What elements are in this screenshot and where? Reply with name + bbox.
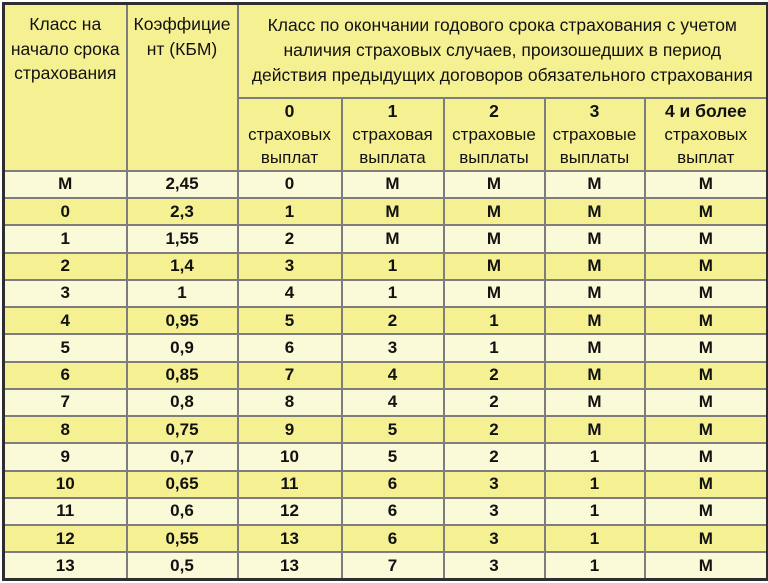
table-row — [4, 389, 768, 416]
cell-payouts-2: 3 — [444, 498, 545, 525]
cell-payouts-4plus: М — [645, 171, 768, 198]
header-coefficient: Коэффициент (КБМ) — [127, 4, 238, 171]
cell-payouts-4plus: М — [645, 334, 768, 361]
cell-payouts-1: М — [342, 198, 444, 225]
cell-payouts-0: 8 — [238, 389, 342, 416]
cell-payouts-0: 2 — [238, 225, 342, 252]
cell-payouts-1: 1 — [342, 253, 444, 280]
cell-payouts-0: 11 — [238, 471, 342, 498]
payout-label: страховая выплата — [352, 124, 433, 167]
cell-coefficient: 1,4 — [127, 253, 238, 280]
cell-payouts-0: 13 — [238, 525, 342, 552]
cell-payouts-4plus: М — [645, 552, 768, 579]
cell-payouts-1: 4 — [342, 389, 444, 416]
cell-payouts-1: 6 — [342, 498, 444, 525]
table-row — [4, 416, 768, 443]
cell-start-class: 10 — [4, 471, 127, 498]
cell-start-class: 2 — [4, 253, 127, 280]
cell-payouts-1: 5 — [342, 416, 444, 443]
cell-payouts-3: М — [545, 362, 645, 389]
header-row-top — [4, 4, 768, 98]
cell-start-class: 0 — [4, 198, 127, 225]
table-row — [4, 498, 768, 525]
payout-count: 4 и более — [664, 100, 747, 121]
cell-payouts-0: 6 — [238, 334, 342, 361]
cell-payouts-2: 1 — [444, 334, 545, 361]
table-row — [4, 443, 768, 470]
payout-label: страховые выплаты — [552, 124, 637, 167]
cell-payouts-3: 1 — [545, 443, 645, 470]
payout-col-header-3 — [545, 98, 645, 171]
cell-coefficient: 2,3 — [127, 198, 238, 225]
cell-coefficient: 1 — [127, 280, 238, 307]
cell-coefficient: 0,55 — [127, 525, 238, 552]
payout-count: 3 — [589, 100, 600, 121]
cell-payouts-4plus: М — [645, 525, 768, 552]
payout-label: страховых выплат — [664, 124, 748, 167]
cell-payouts-3: М — [545, 307, 645, 334]
cell-coefficient: 0,95 — [127, 307, 238, 334]
cell-payouts-0: 3 — [238, 253, 342, 280]
kbm-table — [2, 2, 768, 581]
cell-payouts-3: 1 — [545, 552, 645, 579]
cell-start-class: 13 — [4, 552, 127, 579]
cell-start-class: 3 — [4, 280, 127, 307]
cell-start-class: 6 — [4, 362, 127, 389]
cell-payouts-4plus: М — [645, 280, 768, 307]
cell-payouts-0: 9 — [238, 416, 342, 443]
table-row — [4, 198, 768, 225]
cell-start-class: 12 — [4, 525, 127, 552]
payout-count: 1 — [387, 100, 398, 121]
cell-start-class: 7 — [4, 389, 127, 416]
header-end-class: Класс по окончании годового срока страхования с учетом наличия страховых случаев, произошедших в период действия предыдущих договоров обязательного страхования — [238, 4, 768, 98]
cell-payouts-1: 7 — [342, 552, 444, 579]
cell-payouts-3: М — [545, 416, 645, 443]
cell-payouts-3: М — [545, 389, 645, 416]
cell-payouts-1: 1 — [342, 280, 444, 307]
cell-payouts-1: 2 — [342, 307, 444, 334]
cell-start-class: 11 — [4, 498, 127, 525]
cell-payouts-3: М — [545, 171, 645, 198]
payout-col-header-4 — [645, 98, 768, 171]
cell-payouts-2: 3 — [444, 471, 545, 498]
cell-payouts-1: 6 — [342, 471, 444, 498]
cell-coefficient: 0,5 — [127, 552, 238, 579]
cell-payouts-2: 3 — [444, 552, 545, 579]
cell-payouts-2: М — [444, 225, 545, 252]
cell-payouts-3: М — [545, 253, 645, 280]
cell-payouts-2: 2 — [444, 416, 545, 443]
cell-payouts-1: М — [342, 225, 444, 252]
cell-payouts-3: 1 — [545, 525, 645, 552]
cell-payouts-2: М — [444, 171, 545, 198]
cell-start-class: 8 — [4, 416, 127, 443]
cell-payouts-4plus: М — [645, 362, 768, 389]
table-row — [4, 471, 768, 498]
payout-count: 0 — [284, 100, 295, 121]
cell-payouts-4plus: М — [645, 389, 768, 416]
cell-payouts-2: М — [444, 253, 545, 280]
cell-payouts-2: М — [444, 198, 545, 225]
table-row — [4, 171, 768, 198]
cell-payouts-0: 13 — [238, 552, 342, 579]
cell-coefficient: 2,45 — [127, 171, 238, 198]
cell-payouts-4plus: М — [645, 416, 768, 443]
cell-payouts-3: 1 — [545, 471, 645, 498]
cell-payouts-2: 1 — [444, 307, 545, 334]
cell-payouts-2: 2 — [444, 443, 545, 470]
cell-start-class: 1 — [4, 225, 127, 252]
payout-col-header-1 — [342, 98, 444, 171]
cell-payouts-1: 4 — [342, 362, 444, 389]
cell-coefficient: 0,85 — [127, 362, 238, 389]
table-row — [4, 334, 768, 361]
cell-payouts-2: 2 — [444, 362, 545, 389]
cell-coefficient: 0,75 — [127, 416, 238, 443]
cell-payouts-3: М — [545, 198, 645, 225]
cell-payouts-4plus: М — [645, 225, 768, 252]
table-row — [4, 307, 768, 334]
cell-payouts-4plus: М — [645, 498, 768, 525]
table-row — [4, 525, 768, 552]
cell-payouts-0: 4 — [238, 280, 342, 307]
payout-col-header-2 — [444, 98, 545, 171]
cell-payouts-2: 3 — [444, 525, 545, 552]
cell-payouts-0: 1 — [238, 198, 342, 225]
cell-start-class: 9 — [4, 443, 127, 470]
cell-start-class: М — [4, 171, 127, 198]
table-row — [4, 362, 768, 389]
cell-start-class: 5 — [4, 334, 127, 361]
cell-coefficient: 0,8 — [127, 389, 238, 416]
cell-payouts-4plus: М — [645, 443, 768, 470]
kbm-table-header — [4, 4, 768, 171]
cell-payouts-4plus: М — [645, 471, 768, 498]
cell-payouts-1: 6 — [342, 525, 444, 552]
payout-label: страховых выплат — [248, 124, 331, 167]
table-row — [4, 253, 768, 280]
table-row — [4, 225, 768, 252]
table-row — [4, 552, 768, 579]
payout-count: 2 — [489, 100, 499, 121]
cell-start-class: 4 — [4, 307, 127, 334]
cell-payouts-0: 10 — [238, 443, 342, 470]
cell-payouts-4plus: М — [645, 253, 768, 280]
cell-coefficient: 0,65 — [127, 471, 238, 498]
cell-payouts-4plus: М — [645, 198, 768, 225]
payout-label: страховые выплаты — [452, 124, 536, 167]
cell-coefficient: 1,55 — [127, 225, 238, 252]
payout-col-header-0 — [238, 98, 342, 171]
header-start-class: Класс на начало срока страхования — [4, 4, 127, 171]
cell-payouts-2: М — [444, 280, 545, 307]
cell-payouts-3: 1 — [545, 498, 645, 525]
cell-payouts-1: М — [342, 171, 444, 198]
cell-payouts-0: 7 — [238, 362, 342, 389]
table-row — [4, 280, 768, 307]
cell-payouts-0: 12 — [238, 498, 342, 525]
cell-payouts-3: М — [545, 225, 645, 252]
cell-payouts-2: 2 — [444, 389, 545, 416]
cell-coefficient: 0,7 — [127, 443, 238, 470]
cell-coefficient: 0,6 — [127, 498, 238, 525]
cell-payouts-0: 5 — [238, 307, 342, 334]
cell-payouts-1: 3 — [342, 334, 444, 361]
cell-payouts-3: М — [545, 334, 645, 361]
cell-payouts-1: 5 — [342, 443, 444, 470]
cell-payouts-4plus: М — [645, 307, 768, 334]
kbm-table-body — [4, 171, 768, 580]
cell-payouts-0: 0 — [238, 171, 342, 198]
cell-payouts-3: М — [545, 280, 645, 307]
cell-coefficient: 0,9 — [127, 334, 238, 361]
